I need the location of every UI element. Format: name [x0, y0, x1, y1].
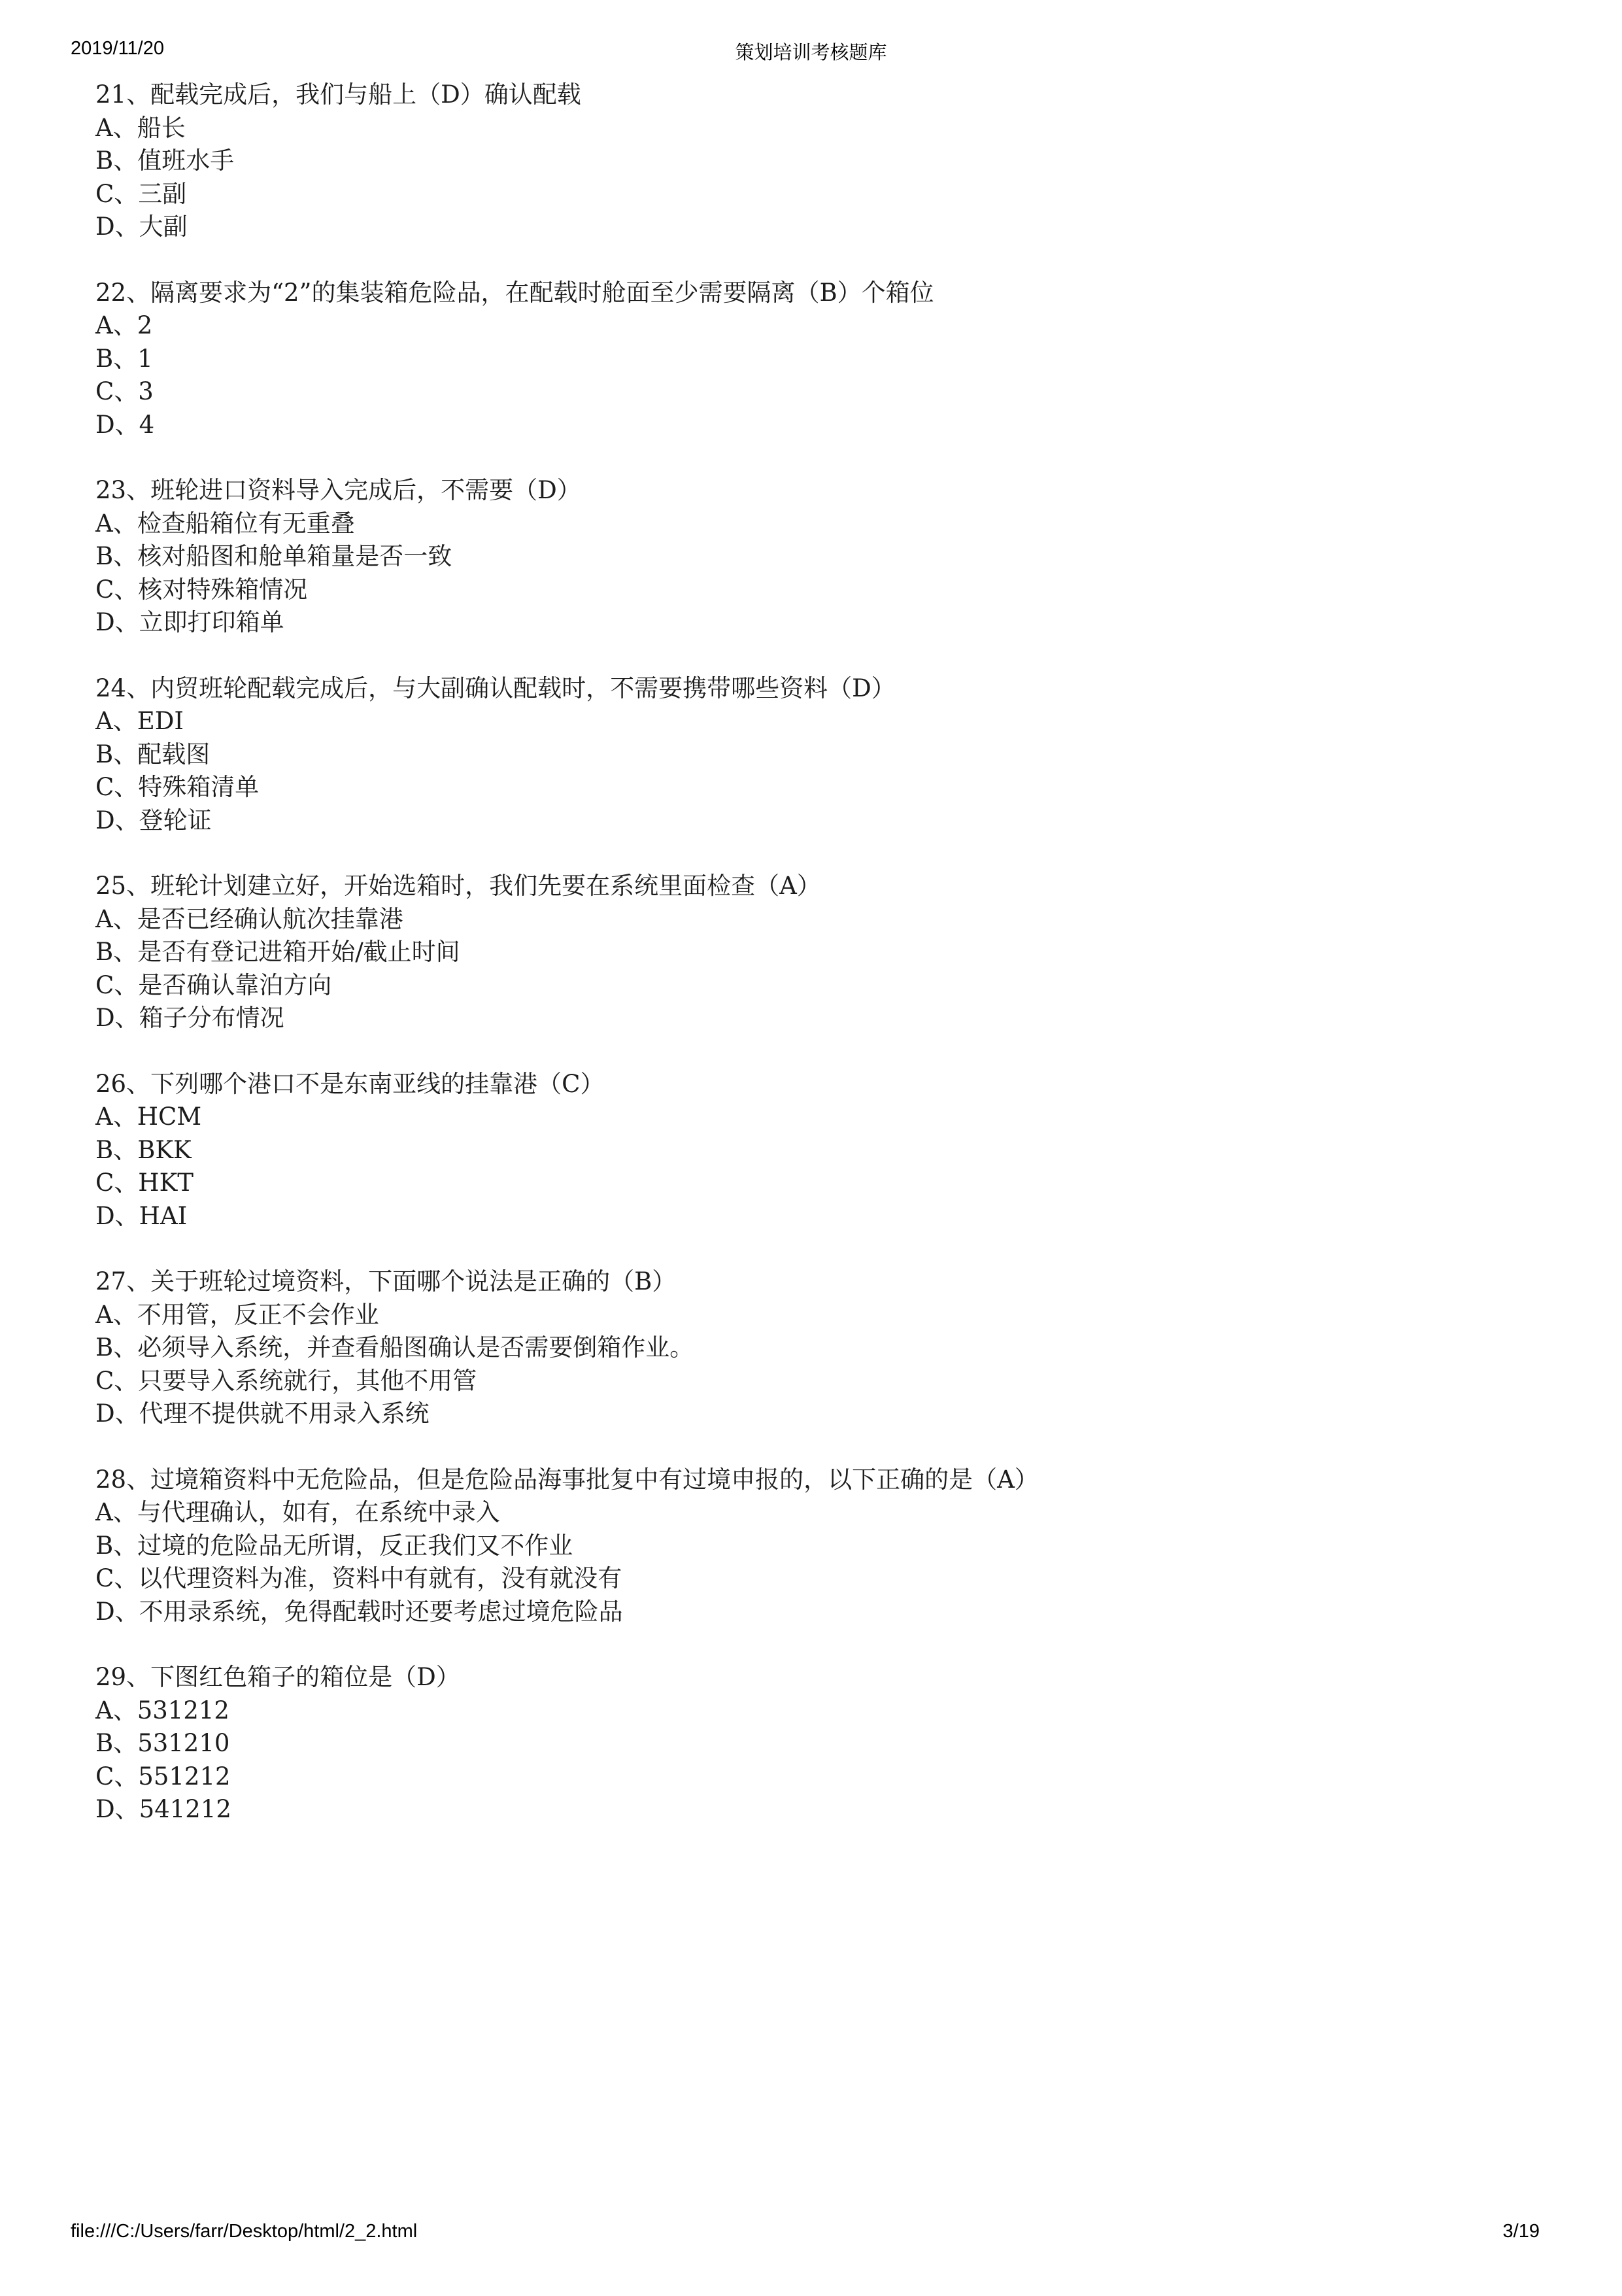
print-header: [71, 38, 1551, 64]
option-c: C、是否确认靠泊方向: [95, 970, 332, 999]
question-text: 25、班轮计划建立好，开始选箱时，我们先要在系统里面检查（A）: [95, 872, 821, 900]
option-a: A、2: [95, 311, 153, 339]
question-list: [95, 78, 1534, 1859]
question-text: 21、配载完成后，我们与船上（D）确认配载: [95, 80, 581, 109]
option-c: C、核对特殊箱情况: [95, 575, 308, 604]
option-a: A、与代理确认，如有，在系统中录入: [95, 1498, 500, 1526]
option-a: A、HCM: [95, 1103, 202, 1131]
question-24: [95, 672, 1534, 838]
option-c: C、只要导入系统就行，其他不用管: [95, 1366, 477, 1395]
option-b: B、配载图: [95, 740, 211, 768]
option-b: B、必须导入系统，并查看船图确认是否需要倒箱作业。: [95, 1333, 694, 1362]
option-b: B、是否有登记进箱开始/截止时间: [95, 938, 460, 966]
option-d: D、541212: [95, 1795, 231, 1823]
question-23: [95, 474, 1534, 640]
page-number: 3/19: [1502, 2221, 1540, 2242]
option-c: C、以代理资料为准，资料中有就有，没有就没有: [95, 1564, 622, 1592]
question-22: [95, 277, 1534, 442]
print-date: 2019/11/20: [71, 38, 164, 59]
option-c: C、3: [95, 377, 154, 405]
option-b: B、过境的危险品无所谓，反正我们又不作业: [95, 1531, 573, 1560]
question-29: [95, 1661, 1534, 1826]
option-a: A、检查船箱位有无重叠: [95, 509, 355, 538]
option-b: B、531210: [95, 1729, 230, 1757]
option-a: A、EDI: [95, 707, 184, 735]
question-text: 29、下图红色箱子的箱位是（D）: [95, 1663, 460, 1691]
option-d: D、登轮证: [95, 806, 212, 834]
option-b: B、BKK: [95, 1135, 192, 1164]
option-d: D、大副: [95, 213, 188, 241]
option-d: D、不用录系统，免得配载时还要考虑过境危险品: [95, 1597, 623, 1626]
document-title: 策划培训考核题库: [735, 41, 887, 63]
option-d: D、箱子分布情况: [95, 1004, 284, 1032]
option-b: B、核对船图和舱单箱量是否一致: [95, 542, 452, 570]
option-a: A、是否已经确认航次挂靠港: [95, 904, 403, 933]
question-28: [95, 1464, 1534, 1629]
question-text: 27、关于班轮过境资料，下面哪个说法是正确的（B）: [95, 1267, 677, 1295]
option-a: A、不用管，反正不会作业: [95, 1300, 379, 1329]
question-27: [95, 1265, 1534, 1431]
question-text: 24、内贸班轮配载完成后，与大副确认配载时，不需要携带哪些资料（D）: [95, 674, 896, 702]
option-b: B、1: [95, 344, 153, 373]
question-text: 23、班轮进口资料导入完成后，不需要（D）: [95, 476, 581, 504]
question-25: [95, 870, 1534, 1035]
option-d: D、4: [95, 410, 155, 439]
question-21: [95, 78, 1534, 244]
option-d: D、HAI: [95, 1201, 188, 1230]
option-b: B、值班水手: [95, 146, 235, 175]
question-text: 22、隔离要求为“2”的集装箱危险品，在配载时舱面至少需要隔离（B）个箱位: [95, 278, 934, 307]
print-footer: [71, 2221, 1551, 2247]
option-a: A、531212: [95, 1696, 229, 1724]
question-text: 26、下列哪个港口不是东南亚线的挂靠港（C）: [95, 1069, 605, 1098]
option-d: D、代理不提供就不用录入系统: [95, 1399, 430, 1428]
option-c: C、三副: [95, 179, 187, 208]
question-text: 28、过境箱资料中无危险品，但是危险品海事批复中有过境申报的，以下正确的是（A）: [95, 1465, 1039, 1494]
option-c: C、特殊箱清单: [95, 773, 260, 801]
file-url: file:///C:/Users/farr/Desktop/html/2_2.html: [71, 2221, 418, 2242]
option-c: C、551212: [95, 1762, 231, 1791]
option-a: A、船长: [95, 113, 186, 142]
option-c: C、HKT: [95, 1169, 194, 1197]
option-d: D、立即打印箱单: [95, 608, 284, 636]
question-26: [95, 1068, 1534, 1233]
